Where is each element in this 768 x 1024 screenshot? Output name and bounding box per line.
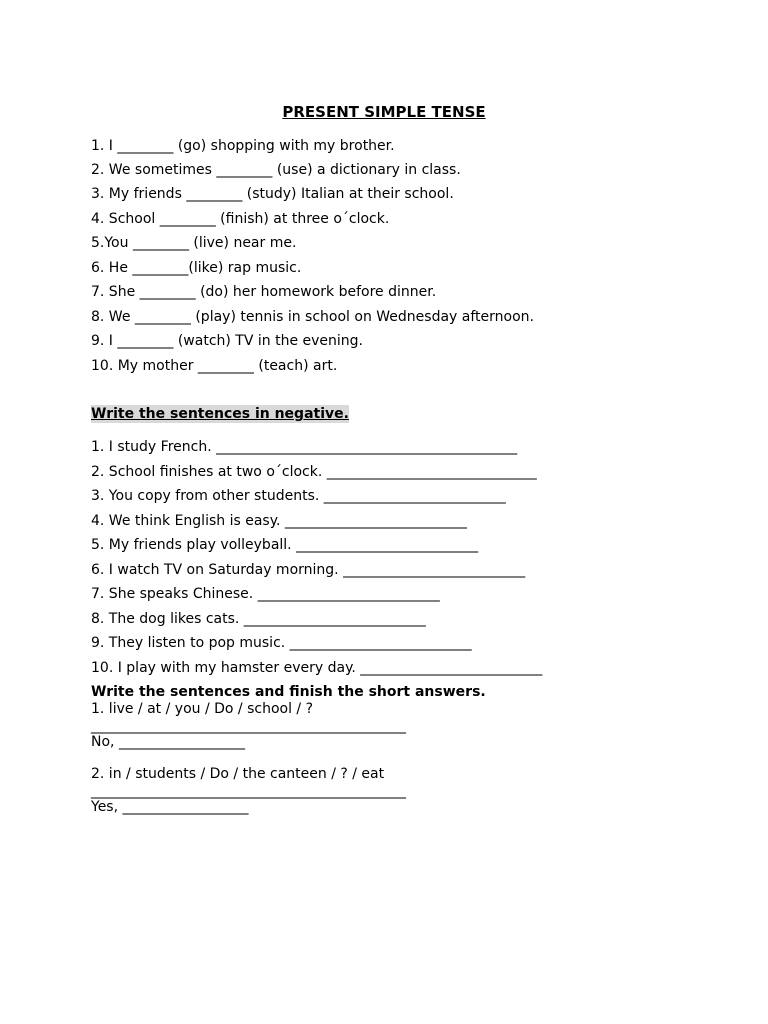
exercise1-item: 3. My friends ________ (study) Italian at their school. [91, 186, 454, 202]
exercise1-item: 10. My mother ________ (teach) art. [91, 358, 338, 374]
section-heading-negative: Write the sentences in negative. [91, 406, 349, 422]
exercise2-item: 7. She speaks Chinese. __________________________ [91, 586, 440, 602]
exercise2-item: 5. My friends play volleyball. __________________________ [91, 537, 479, 553]
exercise2-item: 2. School finishes at two o´clock. ______________________________ [91, 464, 537, 480]
exercise1-item: 6. He ________(like) rap music. [91, 260, 302, 276]
exercise3-short-answer: Yes, __________________ [91, 799, 249, 815]
page-title: PRESENT SIMPLE TENSE [282, 103, 486, 121]
exercise1-item: 4. School ________ (finish) at three o´clock. [91, 211, 390, 227]
exercise2-item: 4. We think English is easy. __________________________ [91, 513, 467, 529]
exercise1-item: 2. We sometimes ________ (use) a dictionary in class. [91, 162, 461, 178]
exercise2-item: 3. You copy from other students. __________________________ [91, 488, 506, 504]
exercise1-item: 9. I ________ (watch) TV in the evening. [91, 333, 364, 349]
exercise3-answer-line: _____________________________________________ [91, 783, 406, 799]
exercise3-prompt: 2. in / students / Do / the canteen / ? / eat [91, 766, 385, 782]
exercise1-item: 1. I ________ (go) shopping with my brother. [91, 138, 395, 154]
exercise2-item: 10. I play with my hamster every day. __________________________ [91, 660, 543, 676]
exercise3-short-answer: No, __________________ [91, 734, 245, 750]
exercise2-item: 1. I study French. ___________________________________________ [91, 439, 518, 455]
exercise1-item: 8. We ________ (play) tennis in school on Wednesday afternoon. [91, 309, 534, 325]
section-heading-short-answers: Write the sentences and finish the short answers. [91, 684, 486, 700]
exercise3-answer-line: _____________________________________________ [91, 718, 406, 734]
exercise1-item: 7. She ________ (do) her homework before dinner. [91, 284, 437, 300]
exercise2-item: 6. I watch TV on Saturday morning. __________________________ [91, 562, 526, 578]
exercise1-item: 5.You ________ (live) near me. [91, 235, 297, 251]
exercise3-prompt: 1. live / at / you / Do / school / ? [91, 701, 314, 717]
exercise2-item: 8. The dog likes cats. __________________________ [91, 611, 426, 627]
exercise2-item: 9. They listen to pop music. __________________________ [91, 635, 472, 651]
